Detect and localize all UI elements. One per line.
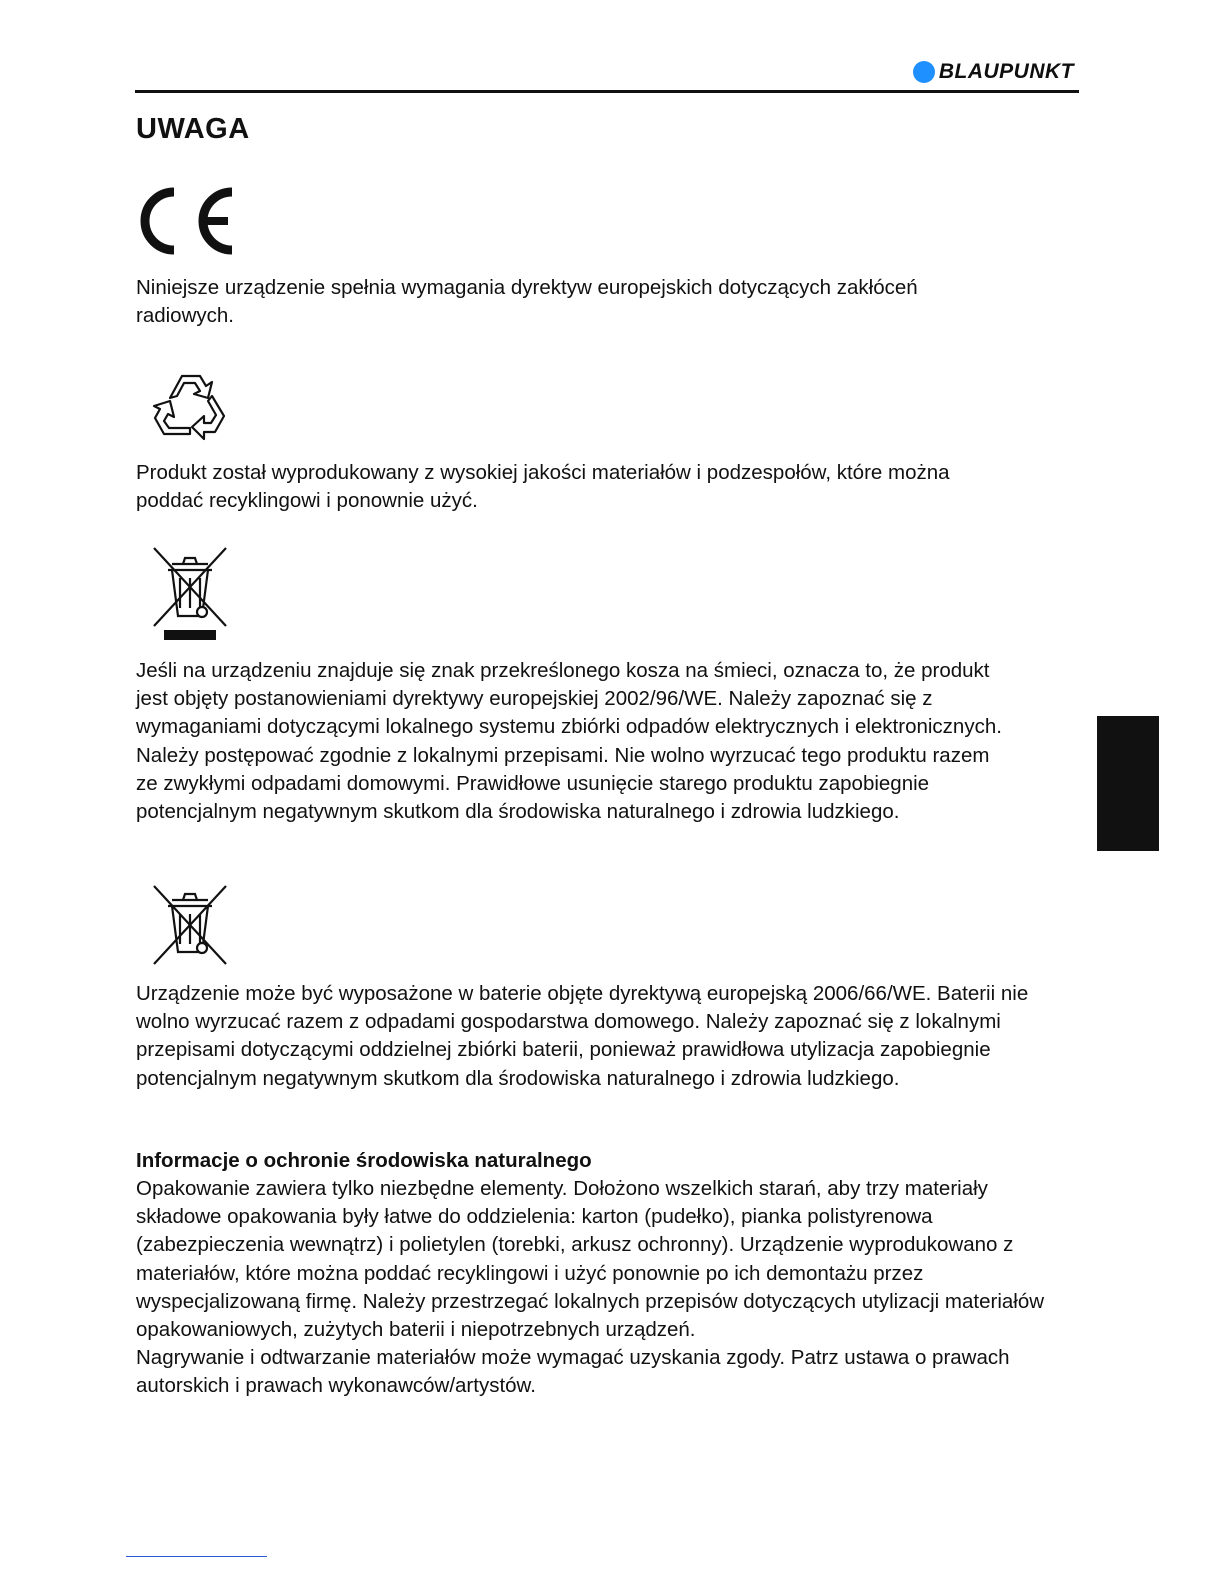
copyright-paragraph: Nagrywanie i odtwarzanie materiałów może wymagać uzyskania zgody. Patrz ustawa o prawach autorskich i prawach wykonawców/artystów.	[136, 1346, 1010, 1398]
header-divider	[135, 90, 1079, 93]
crossed-bin-battery-icon	[150, 884, 230, 966]
page-title: UWAGA	[136, 113, 250, 145]
brand-name: BLAUPUNKT	[938, 60, 1074, 83]
brand-logo	[913, 60, 1074, 84]
environment-heading: Informacje o ochronie środowiska naturalnego	[136, 1149, 592, 1172]
environment-paragraph: Opakowanie zawiera tylko niezbędne elementy. Dołożono wszelkich starań, aby trzy materiały składowe opakowania były łatwe do oddzielenia: karton (pudełko), pianka polistyrenowa (zabezpieczenia wewnątrz) i polietylen (torebki, arkusz ochronny). Urządzenie wyprodukowano z materiałów, które można poddać recyklingowi i użyć ponownie po ich demontażu przez wyspecjalizowaną firmę. Należy przestrzegać lokalnych przepisów dotyczących utylizacji materiałów opakowaniowych, zużytych baterii i niepotrzebnych urządzeń.	[136, 1177, 1045, 1342]
recycle-paragraph: Produkt został wyprodukowany z wysokiej jakości materiałów i podzespołów, które można poddać recyklingowi i ponownie użyć.	[136, 461, 950, 513]
blaupunkt-dot-icon	[913, 61, 935, 83]
language-tab-marker	[1097, 716, 1159, 851]
page-header	[0, 0, 1224, 100]
battery-paragraph: Urządzenie może być wyposażone w baterie objęte dyrektywą europejską 2006/66/WE. Baterii nie wolno wyrzucać razem z odpadami gospodarstwa domowego. Należy zapoznać się z lokalnymi przepisami dotyczącymi oddzielnej zbiórki baterii, ponieważ prawidłowa utylizacja zapobiegnie potencjalnym negatywnym skutkom dla środowiska naturalnego i zdrowia ludzkiego.	[136, 982, 1029, 1090]
footer-divider	[126, 1556, 267, 1557]
recycle-icon	[150, 370, 230, 442]
crossed-bin-icon	[150, 546, 230, 642]
ce-paragraph: Niniejsze urządzenie spełnia wymagania dyrektyw europejskich dotyczących zakłóceń radiowych.	[136, 276, 918, 328]
weee-paragraph: Jeśli na urządzeniu znajduje się znak przekreślonego kosza na śmieci, oznacza to, że produkt jest objęty postanowieniami dyrektywy europejskiej 2002/96/WE. Należy zapoznać się z wymaganiami dotyczącymi lokalnego systemu zbiórki odpadów elektrycznych i elektronicznych. Należy postępować zgodnie z lokalnymi przepisami. Nie wolno wyrzucać tego produktu razem ze zwykłymi odpadami domowymi. Prawidłowe usunięcie starego produktu zapobiegnie potencjalnym negatywnym skutkom dla środowiska naturalnego i zdrowia ludzkiego.	[136, 659, 1002, 824]
ce-mark-icon	[138, 186, 238, 256]
